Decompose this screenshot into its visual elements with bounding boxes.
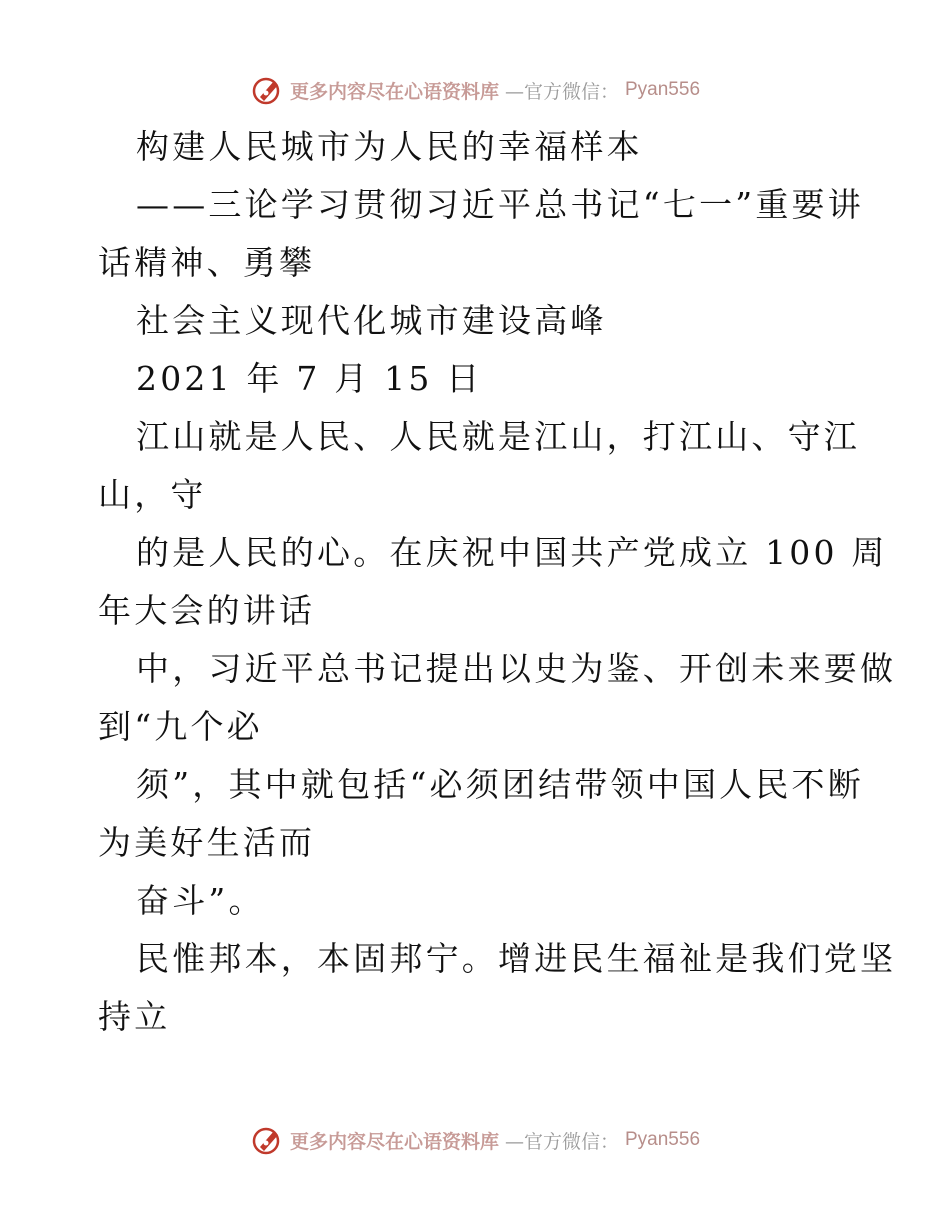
watermark-separator: —官方微信： [504, 80, 619, 103]
document-body [98, 118, 897, 1046]
watermark-wechat-id: Pyan556 [625, 79, 701, 100]
text-line: 民惟邦本，本固邦宁。增进民生福祉是我们党坚 [136, 939, 897, 978]
text-line: 的是人民的心。在庆祝中国共产党成立 100 周 [136, 533, 888, 572]
text-line: 年大会的讲话 [98, 591, 316, 630]
text-line: 须”，其中就包括“必须团结带领中国人民不断 [136, 765, 864, 804]
watermark-wechat-id: Pyan556 [625, 1129, 701, 1150]
text-line: 2021 年 7 月 15 日 [136, 359, 483, 398]
text-line: 到“九个必 [98, 707, 263, 746]
watermark-text: 更多内容尽在心语资料库 [289, 80, 499, 103]
watermark-separator: —官方微信： [504, 1130, 619, 1153]
text-line: 构建人民城市为人民的幸福样本 [136, 127, 643, 166]
text-line: 江山就是人民、人民就是江山，打江山、守江 [136, 417, 860, 456]
text-line: 为美好生活而 [98, 823, 316, 862]
text-line: ——三论学习贯彻习近平总书记“七一”重要讲 [136, 185, 864, 224]
text-line: 奋斗”。 [136, 881, 265, 920]
pen-nib-circle-icon [250, 1123, 284, 1157]
pen-nib-circle-icon [250, 73, 284, 107]
text-line: 持立 [98, 997, 171, 1036]
text-line: 中，习近平总书记提出以史为鉴、开创未来要做 [136, 649, 897, 688]
header-watermark [0, 70, 950, 110]
text-line: 话精神、勇攀 [98, 243, 316, 282]
text-line: 社会主义现代化城市建设高峰 [136, 301, 607, 340]
text-line: 山，守 [98, 475, 207, 514]
watermark-text: 更多内容尽在心语资料库 [289, 1130, 499, 1153]
footer-watermark [0, 1120, 950, 1160]
